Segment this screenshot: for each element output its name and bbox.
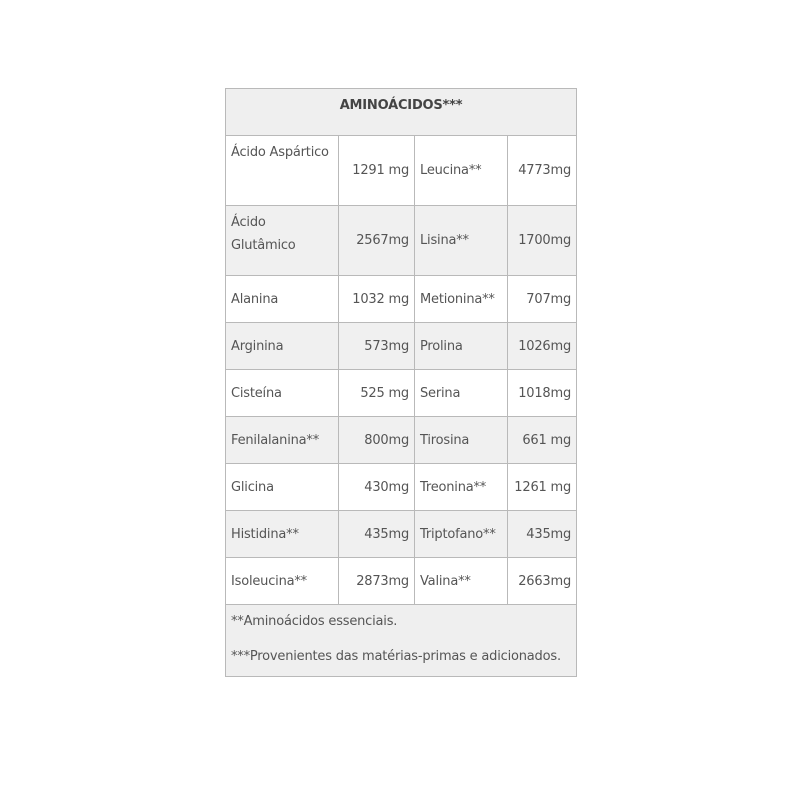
amino-name: Valina** [415,558,508,605]
table-row [226,417,577,464]
amino-value: 1032 mg [339,276,415,323]
amino-value: 707mg [508,276,577,323]
amino-value: 2663mg [508,558,577,605]
amino-name: Fenilalanina** [226,417,339,464]
table-footer [226,605,577,677]
amino-name: Prolina [415,323,508,370]
amino-value: 2567mg [339,206,415,276]
amino-name: Histidina** [226,511,339,558]
amino-name: Triptofano** [415,511,508,558]
table-row [226,370,577,417]
footnote-origin: ***Provenientes das matérias-primas e adicionados. [231,649,561,664]
amino-name: Glicina [226,464,339,511]
amino-value: 1018mg [508,370,577,417]
table-row [226,464,577,511]
table-row [226,558,577,605]
amino-value: 2873mg [339,558,415,605]
amino-name: Isoleucina** [226,558,339,605]
table-title: AMINOÁCIDOS*** [226,89,577,136]
amino-value: 1026mg [508,323,577,370]
amino-value: 1291 mg [339,136,415,206]
amino-value: 573mg [339,323,415,370]
table-row [226,276,577,323]
amino-name: Ácido Aspártico [226,136,339,206]
amino-value: 435mg [508,511,577,558]
table-row [226,323,577,370]
aminoacids-table [225,88,577,677]
table-row [226,136,577,206]
table-row [226,511,577,558]
amino-name: Alanina [226,276,339,323]
amino-value: 661 mg [508,417,577,464]
amino-name: Cisteína [226,370,339,417]
amino-name: Metionina** [415,276,508,323]
amino-value: 1261 mg [508,464,577,511]
amino-value: 430mg [339,464,415,511]
amino-name: Leucina** [415,136,508,206]
amino-value: 1700mg [508,206,577,276]
amino-name: Ácido Glutâmico [226,206,339,276]
amino-name: Lisina** [415,206,508,276]
amino-name: Treonina** [415,464,508,511]
amino-value: 525 mg [339,370,415,417]
amino-value: 4773mg [508,136,577,206]
footnotes [226,605,577,677]
amino-name: Arginina [226,323,339,370]
table-row [226,206,577,276]
amino-name: Tirosina [415,417,508,464]
footnote-essential: **Aminoácidos essenciais. [231,614,398,629]
amino-value: 435mg [339,511,415,558]
amino-name: Serina [415,370,508,417]
amino-value: 800mg [339,417,415,464]
